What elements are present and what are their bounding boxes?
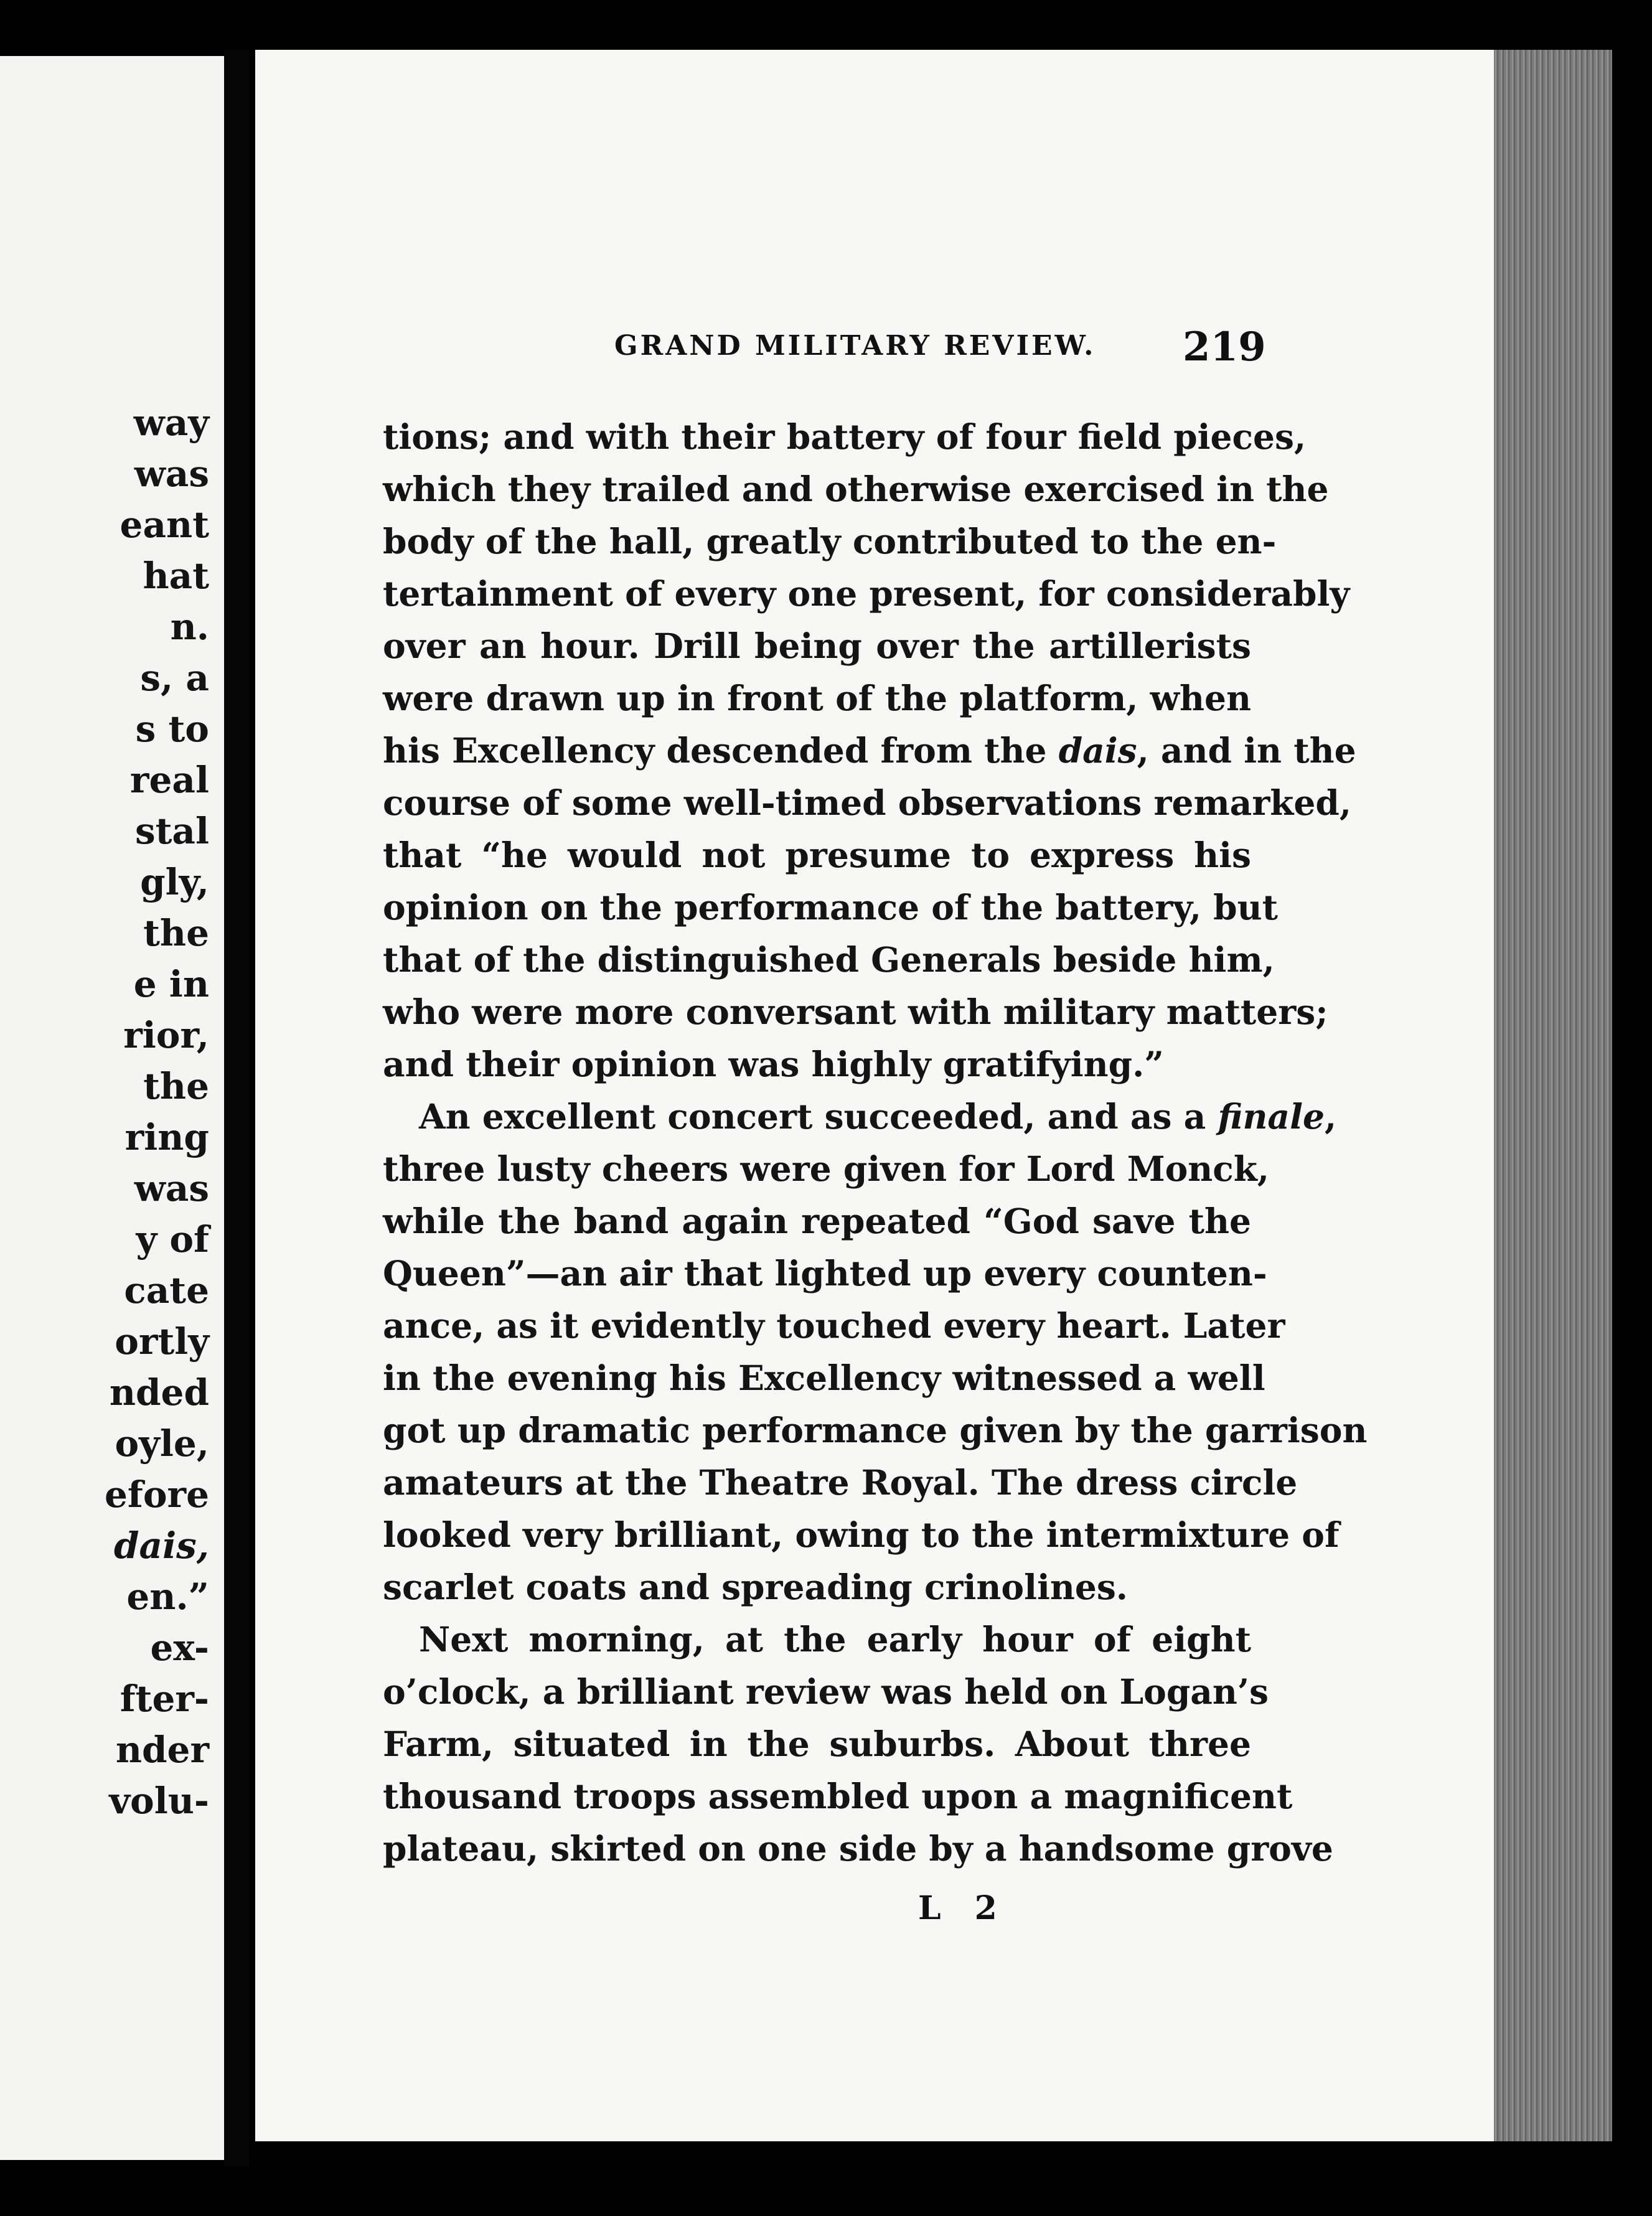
text-line: amateurs at the Theatre Royal. The dress circle bbox=[383, 1462, 1298, 1503]
left-fragment: dais, bbox=[113, 1524, 209, 1567]
body-text bbox=[383, 411, 1368, 1875]
text-line: three lusty cheers were given for Lord Monck, bbox=[383, 1148, 1270, 1189]
signature-mark: L 2 bbox=[918, 1889, 1008, 1927]
left-fragment: s, a bbox=[140, 657, 209, 699]
text-line: plateau, skirted on one side by a handsome grove bbox=[383, 1828, 1333, 1869]
text-line: thousand troops assembled upon a magnificent bbox=[383, 1776, 1293, 1816]
text-line: and their opinion was highly gratifying.” bbox=[383, 1044, 1164, 1084]
left-fragment: volu- bbox=[109, 1780, 209, 1822]
left-fragment: real bbox=[129, 759, 209, 801]
book-gutter bbox=[224, 50, 249, 2166]
left-fragment: oyle, bbox=[115, 1422, 209, 1465]
left-fragment: e in bbox=[133, 963, 209, 1005]
running-head: GRAND MILITARY REVIEW. bbox=[614, 330, 1096, 362]
page-edge-shading bbox=[1494, 50, 1612, 2141]
text-line: that of the distinguished Generals beside him, bbox=[383, 939, 1275, 980]
left-fragment: was bbox=[134, 453, 209, 495]
page-number: 219 bbox=[1183, 324, 1266, 370]
left-page bbox=[0, 56, 224, 2160]
left-fragment: hat bbox=[143, 555, 209, 597]
left-fragment: rior, bbox=[123, 1014, 209, 1056]
text-line: body of the hall, greatly contributed to the en- bbox=[383, 521, 1277, 561]
left-fragment: cate bbox=[124, 1269, 209, 1312]
left-fragment: nded bbox=[109, 1371, 209, 1414]
left-fragment: ortly bbox=[115, 1320, 209, 1363]
text-line: opinion on the performance of the battery, but bbox=[383, 887, 1279, 927]
text-line: course of some well-timed observations remarked, bbox=[383, 782, 1352, 823]
text-line: tertainment of every one present, for considerably bbox=[383, 573, 1350, 614]
left-fragment: efore bbox=[105, 1473, 209, 1516]
text-line: who were more conversant with military matters; bbox=[383, 992, 1328, 1032]
left-fragment: s to bbox=[135, 708, 209, 750]
text-line: Farm, situated in the suburbs. About three bbox=[383, 1724, 1251, 1764]
text-line: got up dramatic performance given by the garrison bbox=[383, 1410, 1368, 1450]
left-fragment: ring bbox=[124, 1116, 209, 1158]
text-line: over an hour. Drill being over the artillerists bbox=[383, 626, 1251, 666]
left-fragment: en.” bbox=[126, 1575, 209, 1618]
left-fragment: was bbox=[134, 1167, 209, 1209]
left-fragment: n. bbox=[170, 606, 209, 648]
text-line: while the band again repeated “God save the bbox=[383, 1201, 1251, 1241]
left-fragment: fter- bbox=[120, 1678, 209, 1720]
text-line: which they trailed and otherwise exercised in the bbox=[383, 469, 1329, 509]
left-fragment: eant bbox=[120, 504, 209, 546]
text-line: looked very brilliant, owing to the intermixture of bbox=[383, 1514, 1340, 1555]
text-line: in the evening his Excellency witnessed a well bbox=[383, 1358, 1265, 1398]
left-fragment: y of bbox=[136, 1218, 209, 1261]
text-line: were drawn up in front of the platform, when bbox=[383, 678, 1251, 718]
text-line: An excellent concert succeeded, and as a finale, bbox=[419, 1096, 1337, 1137]
text-line: Queen”—an air that lighted up every counten- bbox=[383, 1253, 1267, 1293]
text-line: scarlet coats and spreading crinolines. bbox=[383, 1567, 1128, 1607]
left-fragment: nder bbox=[115, 1729, 209, 1771]
left-fragment: gly, bbox=[140, 861, 209, 903]
text-line: that “he would not presume to express his bbox=[383, 835, 1251, 875]
text-line: his Excellency descended from the dais, and in the bbox=[383, 730, 1356, 771]
text-line: ance, as it evidently touched every heart. Later bbox=[383, 1305, 1285, 1346]
left-fragment: the bbox=[143, 912, 209, 954]
left-fragment: stal bbox=[134, 810, 209, 852]
left-fragment: the bbox=[143, 1065, 209, 1107]
left-fragment: ex- bbox=[150, 1627, 209, 1669]
left-fragment: way bbox=[133, 401, 209, 444]
text-line: o’clock, a brilliant review was held on Logan’s bbox=[383, 1671, 1269, 1712]
text-line: Next morning, at the early hour of eight bbox=[419, 1619, 1251, 1660]
text-line: tions; and with their battery of four field pieces, bbox=[383, 416, 1307, 457]
